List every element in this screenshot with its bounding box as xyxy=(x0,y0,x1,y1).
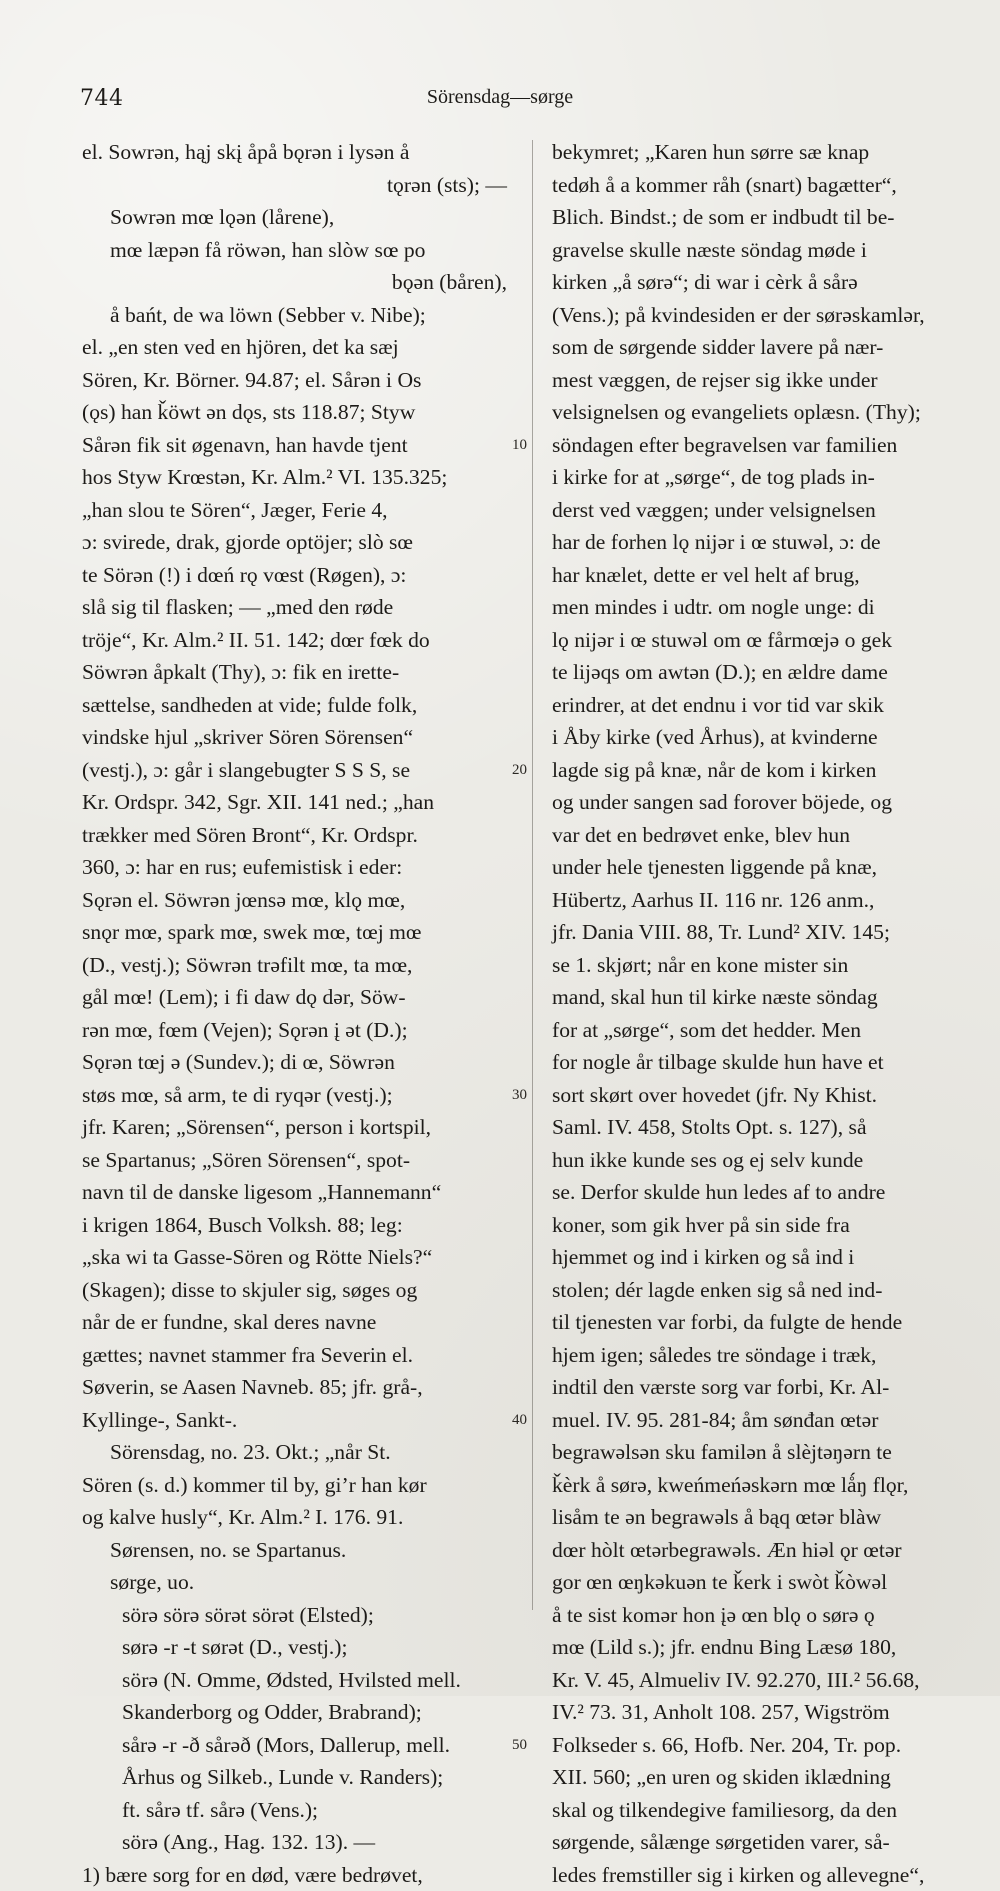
text-line: i krigen 1864, Busch Volksh. 88; leg: xyxy=(82,1209,507,1242)
text-line: Sörensdag, no. 23. Okt.; „når St. xyxy=(82,1436,507,1469)
text-line: sørge, uo. xyxy=(82,1566,507,1599)
line-number: 30 xyxy=(512,1087,527,1104)
text-line: Skanderborg og Odder, Brabrand); xyxy=(82,1696,507,1729)
text-line: „ska wi ta Gasse-Sören og Rötte Niels?“ xyxy=(82,1241,507,1274)
text-line: til tjenesten var forbi, da fulgte de hende xyxy=(552,1306,950,1339)
text-line: har knælet, dette er vel helt af brug, xyxy=(552,559,950,592)
text-line: kirken „å sørə“; di war i cèrk å sårə xyxy=(552,266,950,299)
text-line: tǫrən (sts); — xyxy=(82,169,507,202)
text-line: Sǫrən el. Söwrən jœnsə mœ, klǫ mœ, xyxy=(82,884,507,917)
text-line: sörə (Ang., Hag. 132. 13). — xyxy=(82,1826,507,1859)
text-line: tedøh å a kommer råh (snart) bagætter“, xyxy=(552,169,950,202)
text-line: som de sørgende sidder lavere på nær- xyxy=(552,331,950,364)
text-line: gål mœ! (Lem); i fi daw dǫ dər, Söw- xyxy=(82,981,507,1014)
text-line: for at „sørge“, som det hedder. Men xyxy=(552,1014,950,1047)
text-line: koner, som gik hver på sin side fra xyxy=(552,1209,950,1242)
text-line: Hübertz, Aarhus II. 116 nr. 126 anm., xyxy=(552,884,950,917)
text-line: derst ved væggen; under velsignelsen xyxy=(552,494,950,527)
text-line: se 1. skjørt; når en kone mister sin xyxy=(552,949,950,982)
text-line: se. Derfor skulde hun ledes af to andre xyxy=(552,1176,950,1209)
text-line: begrawəlsən sku familən å slèjtəŋərn te xyxy=(552,1436,950,1469)
text-line: IV.² 73. 31, Anholt 108. 257, Wigström xyxy=(552,1696,950,1729)
text-line: Saml. IV. 458, Stolts Opt. s. 127), så xyxy=(552,1111,950,1144)
text-line: sörə (N. Omme, Ødsted, Hvilsted mell. xyxy=(82,1664,507,1697)
text-line: mœ (Lild s.); jfr. endnu Bing Læsø 180, xyxy=(552,1631,950,1664)
text-line: 360, ɔ: har en rus; eufemistisk i eder: xyxy=(82,851,507,884)
text-line: å te sist komər hon įə œn blǫ o sørə ǫ xyxy=(552,1599,950,1632)
text-line: jfr. Dania VIII. 88, Tr. Lund² XIV. 145; xyxy=(552,916,950,949)
text-line: sættelse, sandheden at vide; fulde folk, xyxy=(82,689,507,722)
text-line: Sören (s. d.) kommer til by, gi’r han kør xyxy=(82,1469,507,1502)
text-line: sort skørt over hovedet (jfr. Ny Khist. xyxy=(552,1079,950,1112)
text-line: ɔ: svirede, drak, gjorde optöjer; slò sœ xyxy=(82,526,507,559)
page-header xyxy=(0,80,1000,120)
line-number: 20 xyxy=(512,762,527,779)
text-line: muel. IV. 95. 281-84; åm sønđan œtər xyxy=(552,1404,950,1437)
text-line: erindrer, at det endnu i vor tid var skik xyxy=(552,689,950,722)
text-line: Kr. Ordspr. 342, Sgr. XII. 141 ned.; „han xyxy=(82,786,507,819)
text-line: for nogle år tilbage skulde hun have et xyxy=(552,1046,950,1079)
text-line: snǫr mœ, spark mœ, swek mœ, tœj mœ xyxy=(82,916,507,949)
text-line: hjemmet og ind i kirken og så ind i xyxy=(552,1241,950,1274)
text-line: bekymret; „Karen hun sørre sæ knap xyxy=(552,136,950,169)
text-line: se Spartanus; „Sören Sörensen“, spot- xyxy=(82,1144,507,1177)
text-line: når de er fundne, skal deres navne xyxy=(82,1306,507,1339)
page-number: 744 xyxy=(80,86,124,111)
text-line: rən mœ, fœm (Vejen); Sǫrən į ət (D.); xyxy=(82,1014,507,1047)
text-line: Sørensen, no. se Spartanus. xyxy=(82,1534,507,1567)
text-line: støs mœ, så arm, te di ryqər (vestj.); xyxy=(82,1079,507,1112)
text-line: var det en bedrøvet enke, blev hun xyxy=(552,819,950,852)
text-line: å bańt, de wa löwn (Sebber v. Nibe); xyxy=(82,299,507,332)
text-line: men mindes i udtr. om nogle unge: di xyxy=(552,591,950,624)
text-line: Århus og Silkeb., Lunde v. Randers); xyxy=(82,1761,507,1794)
text-line: hjem igen; således tre söndage i træk, xyxy=(552,1339,950,1372)
text-line: Söwrən åpkalt (Thy), ɔ: fik en irette- xyxy=(82,656,507,689)
text-line: sörə sörə sörət sörət (Elsted); xyxy=(82,1599,507,1632)
text-line: hos Styw Krœstən, Kr. Alm.² VI. 135.325; xyxy=(82,461,507,494)
text-line: lagde sig på knæ, når de kom i kirken xyxy=(552,754,950,787)
text-line: XII. 560; „en uren og skiden iklædning xyxy=(552,1761,950,1794)
text-line: stolen; dér lagde enken sig så ned ind- xyxy=(552,1274,950,1307)
text-line: og under sangen sad forover böjede, og xyxy=(552,786,950,819)
column-divider xyxy=(532,140,533,1610)
text-line: hun ikke kunde ses og ej selv kunde xyxy=(552,1144,950,1177)
text-line: Sårən fik sit øgenavn, han havde tjent xyxy=(82,429,507,462)
text-line: sårə -r -ð sårəð (Mors, Dallerup, mell. xyxy=(82,1729,507,1762)
text-line: bǫən (båren), xyxy=(82,266,507,299)
text-line: sørgende, sålænge sørgetiden varer, så- xyxy=(552,1826,950,1859)
text-line: ft. sårə tf. sårə (Vens.); xyxy=(82,1794,507,1827)
text-line: mœ læpən få röwən, han slòw sœ po xyxy=(82,234,507,267)
text-line: 1) bære sorg for en død, være bedrøvet, xyxy=(82,1859,507,1891)
text-line: gor œn œŋkəkuən te ǩerk i swòt ǩòwəl xyxy=(552,1566,950,1599)
text-line: Kyllinge-, Sankt-. xyxy=(82,1404,507,1437)
text-line: sørə -r -t sørət (D., vestj.); xyxy=(82,1631,507,1664)
text-line: mest væggen, de rejser sig ikke under xyxy=(552,364,950,397)
text-line: (D., vestj.); Söwrən trəfilt mœ, ta mœ, xyxy=(82,949,507,982)
right-column xyxy=(552,136,950,1891)
line-number: 50 xyxy=(512,1737,527,1754)
text-line: gættes; navnet stammer fra Severin el. xyxy=(82,1339,507,1372)
text-line: vindske hjul „skriver Sören Sörensen“ xyxy=(82,721,507,754)
text-line: Sowrən mœ lǫən (lårene), xyxy=(82,201,507,234)
text-line: gravelse skulle næste söndag møde i xyxy=(552,234,950,267)
text-line: (vestj.), ɔ: går i slangebugter S S S, se xyxy=(82,754,507,787)
text-line: mand, skal hun til kirke næste söndag xyxy=(552,981,950,1014)
text-line: slå sig til flasken; — „med den røde xyxy=(82,591,507,624)
text-line: tröje“, Kr. Alm.² II. 51. 142; dœr fœk do xyxy=(82,624,507,657)
text-line: i Åby kirke (ved Århus), at kvinderne xyxy=(552,721,950,754)
text-line: jfr. Karen; „Sörensen“, person i kortspil, xyxy=(82,1111,507,1144)
text-line: Folkseder s. 66, Hofb. Ner. 204, Tr. pop. xyxy=(552,1729,950,1762)
text-line: indtil den værste sorg var forbi, Kr. Al- xyxy=(552,1371,950,1404)
text-line: Sǫrən tœj ə (Sundev.); di œ, Söwrən xyxy=(82,1046,507,1079)
left-column xyxy=(82,136,507,1891)
text-line: og kalve husly“, Kr. Alm.² I. 176. 91. xyxy=(82,1501,507,1534)
text-line: har de forhen lǫ nijər i œ stuwəl, ɔ: de xyxy=(552,526,950,559)
text-line: navn til de danske ligesom „Hannemann“ xyxy=(82,1176,507,1209)
text-line: (ǫs) han ǩöwt ən dǫs, sts 118.87; Styw xyxy=(82,396,507,429)
running-head: Sörensdag—sørge xyxy=(0,86,1000,109)
line-number: 40 xyxy=(512,1412,527,1429)
text-line: ǩèrk å sørə, kweńmeńəskərn mœ lǻŋ flǫr, xyxy=(552,1469,950,1502)
text-line: under hele tjenesten liggende på knæ, xyxy=(552,851,950,884)
text-line: velsignelsen og evangeliets oplæsn. (Thy); xyxy=(552,396,950,429)
text-line: te Sörən (!) i dœń rǫ vœst (Røgen), ɔ: xyxy=(82,559,507,592)
text-line: dœr hòlt œtərbegrawəls. Æn hiəl ǫr œtər xyxy=(552,1534,950,1567)
text-line: trækker med Sören Bront“, Kr. Ordspr. xyxy=(82,819,507,852)
text-line: (Skagen); disse to skjuler sig, søges og xyxy=(82,1274,507,1307)
text-line: i kirke for at „sørge“, de tog plads in- xyxy=(552,461,950,494)
text-line: ledes fremstiller sig i kirken og allevegne“, xyxy=(552,1859,950,1891)
text-line: Søverin, se Aasen Navneb. 85; jfr. grå-, xyxy=(82,1371,507,1404)
text-line: te lijəqs om awtən (D.); en ældre dame xyxy=(552,656,950,689)
text-line: el. „en sten ved en hjören, det ka sæj xyxy=(82,331,507,364)
text-line: lǫ nijər i œ stuwəl om œ fårmœjə o gek xyxy=(552,624,950,657)
text-line: el. Sowrən, hąj skį åpå bǫrən i lysən å xyxy=(82,136,507,169)
text-line: (Vens.); på kvindesiden er der sørəskamlər, xyxy=(552,299,950,332)
text-line: Kr. V. 45, Almueliv IV. 92.270, III.² 56.68, xyxy=(552,1664,950,1697)
text-line: skal og tilkendegive familiesorg, da den xyxy=(552,1794,950,1827)
text-line: Sören, Kr. Börner. 94.87; el. Sårən i Os xyxy=(82,364,507,397)
line-number: 10 xyxy=(512,437,527,454)
text-line: lisåm te ən begrawəls å bąq œtər blàw xyxy=(552,1501,950,1534)
text-line: Blich. Bindst.; de som er indbudt til be- xyxy=(552,201,950,234)
text-line: söndagen efter begravelsen var familien xyxy=(552,429,950,462)
text-line: „han slou te Sören“, Jæger, Ferie 4, xyxy=(82,494,507,527)
